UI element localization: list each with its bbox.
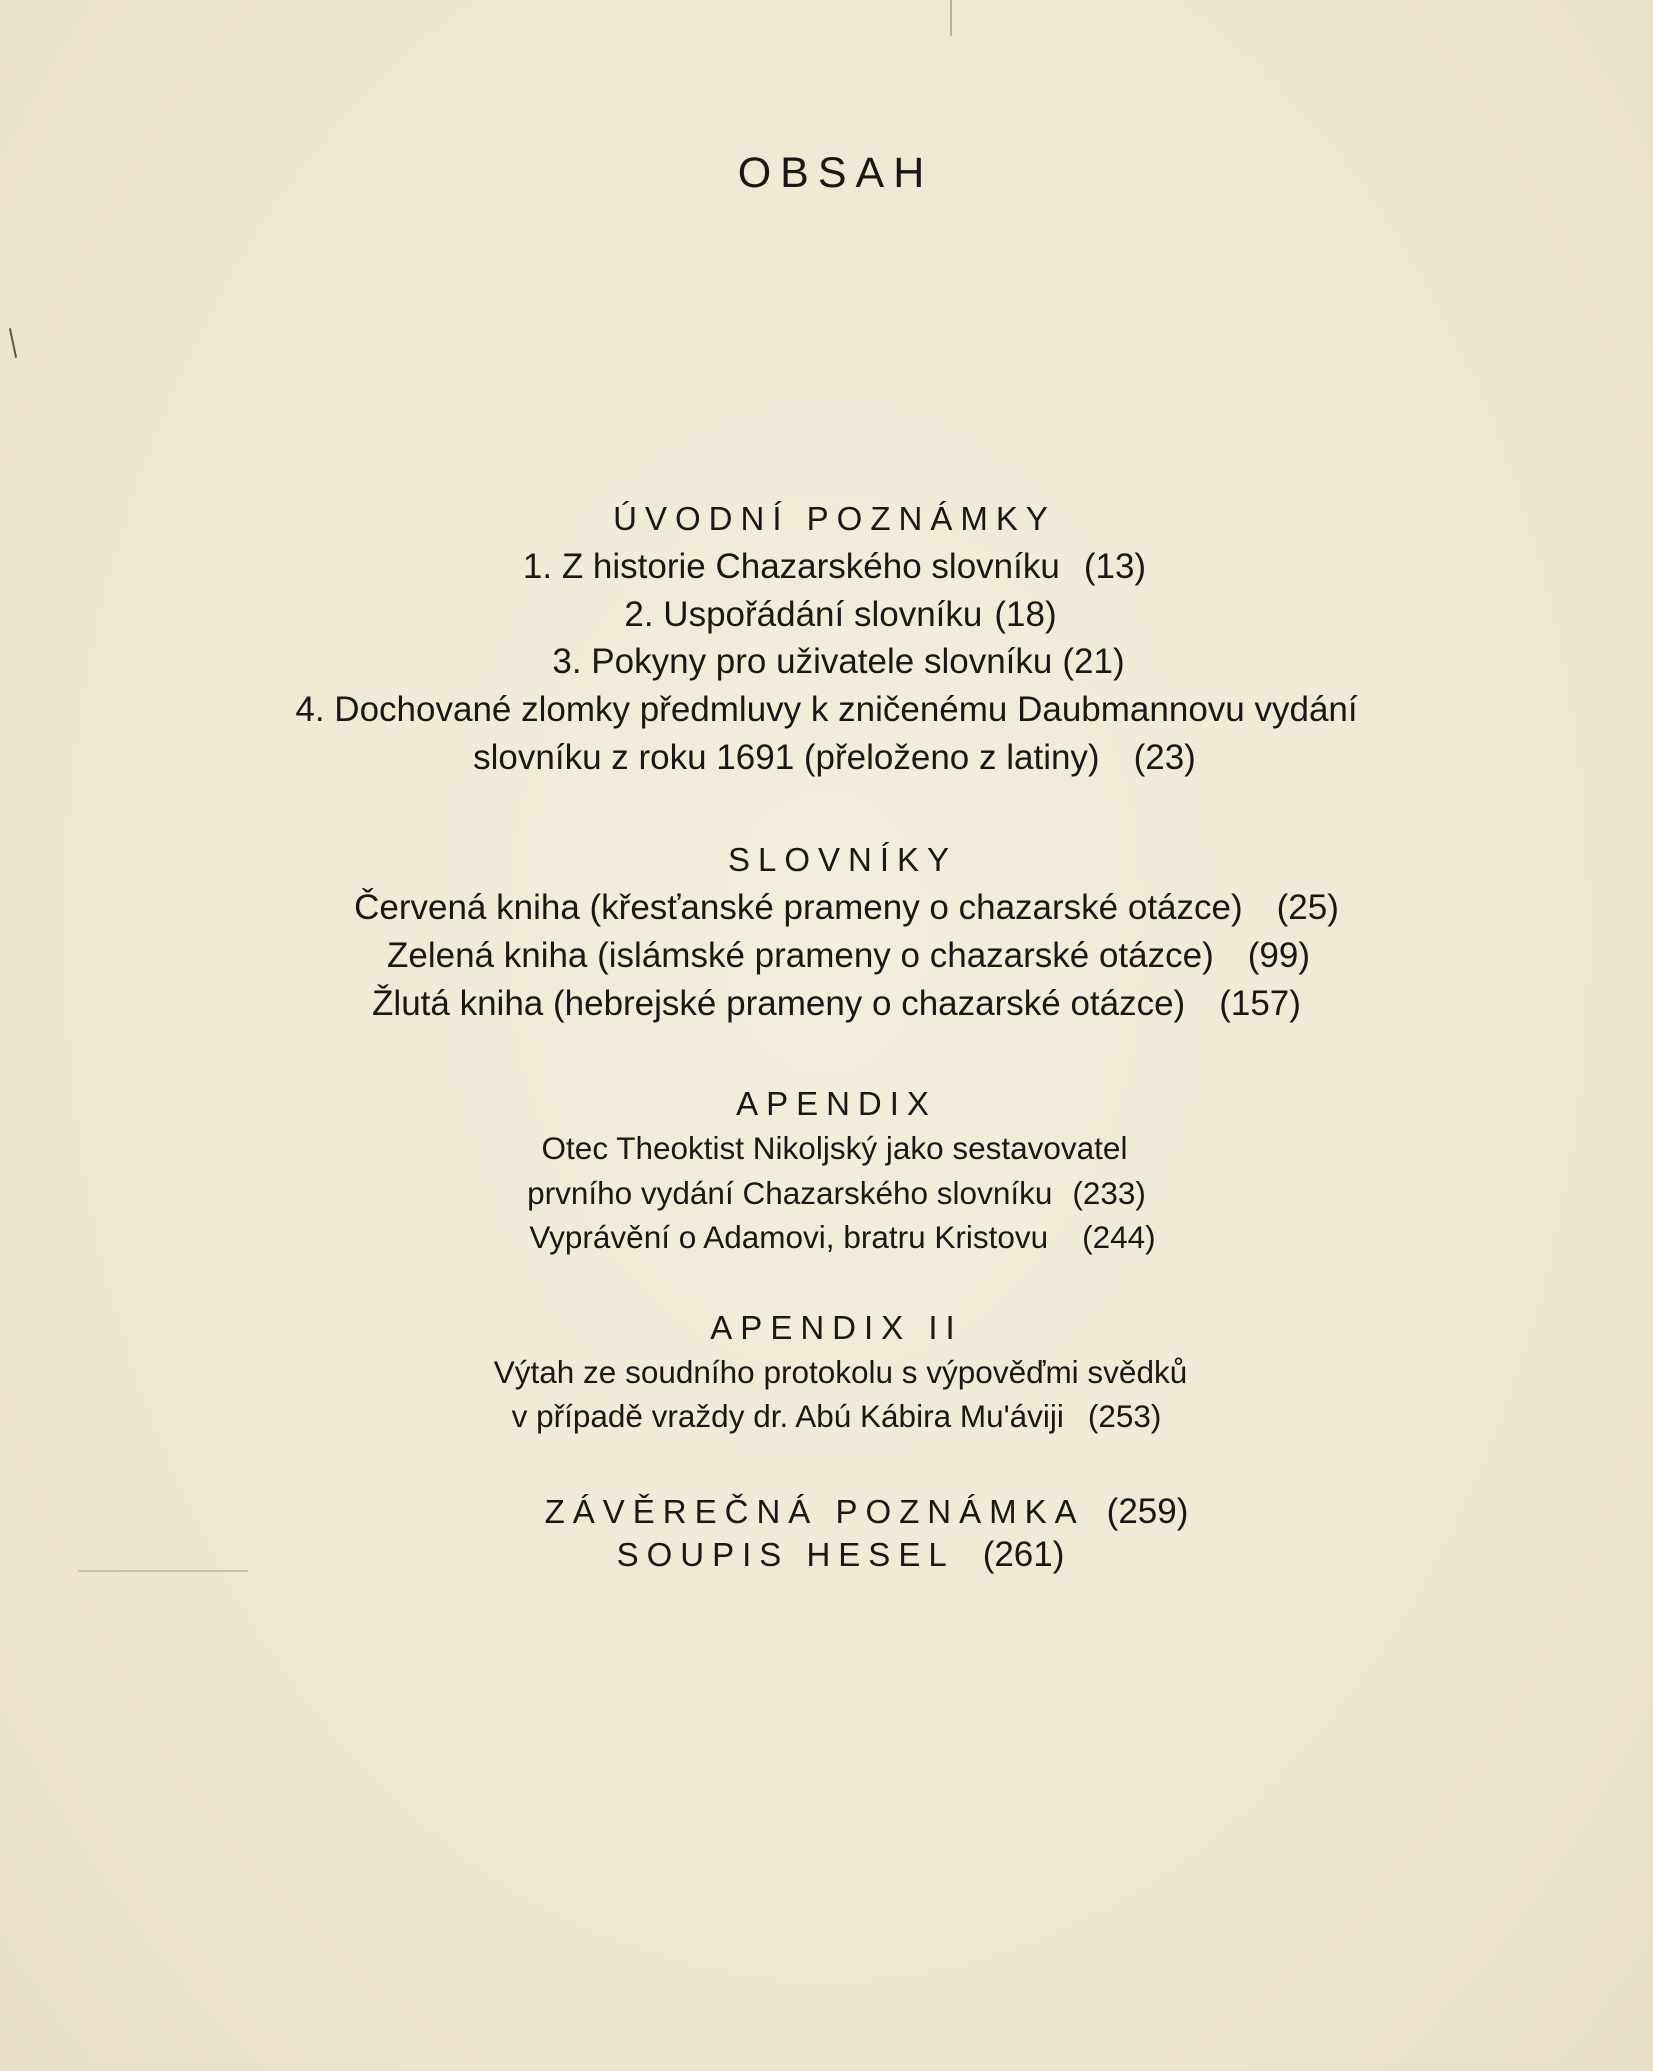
toc-entry-text: 4. Dochované zlomky předmluvy k zničenému Daubmannovu vydání: [295, 690, 1358, 729]
toc-entry-zaverecna-poznamka: [0, 1494, 1653, 1529]
toc-entry-page: (157): [1219, 984, 1301, 1023]
section-heading-soupis: SOUPIS HESEL: [616, 1536, 955, 1573]
toc-entry: [0, 644, 1653, 679]
section-heading-apendix-2: APENDIX II: [710, 1309, 963, 1346]
section-heading-slovniky: SLOVNÍKY: [727, 841, 958, 878]
toc-entry: [0, 1130, 1653, 1166]
toc-entry-text: Výtah ze soudního protokolu s výpověďmi svědků: [493, 1354, 1188, 1390]
page-title: OBSAH: [737, 149, 934, 197]
toc-entry-text: slovníku z roku 1691 (přeloženo z latiny): [473, 738, 1100, 777]
toc-entry: [0, 938, 1653, 973]
section-heading-uvod: ÚVODNÍ POZNÁMKY: [613, 500, 1056, 537]
toc-entry-page: (244): [1082, 1219, 1156, 1255]
toc-entry: [0, 740, 1653, 775]
toc-entry-page: (99): [1247, 936, 1310, 975]
footnote-divider: [78, 1570, 248, 1572]
toc-entry-page: (13): [1083, 547, 1147, 586]
toc-entry-page: (253): [1087, 1398, 1162, 1434]
toc-entry: [0, 692, 1653, 727]
toc-entry-text: Otec Theoktist Nikoljský jako sestavovatel: [541, 1130, 1128, 1166]
toc-entry-text: 3. Pokyny pro uživatele slovníku: [552, 642, 1053, 681]
toc-entry-text: Žlutá kniha (hebrejské prameny o chazarské otázce): [372, 984, 1186, 1023]
section-heading-apendix: APENDIX: [736, 1085, 937, 1122]
toc-entry: [0, 597, 1653, 632]
toc-entry: [0, 1219, 1653, 1255]
toc-entry-page: (25): [1276, 888, 1339, 927]
toc-entry-text: Vyprávění o Adamovi, bratru Kristovu: [529, 1219, 1049, 1255]
toc-entry-text: 2. Uspořádání slovníku: [624, 595, 983, 634]
toc-entry-text: Zelená kniha (islámské prameny o chazarské otázce): [386, 936, 1214, 975]
toc-entry: [0, 1398, 1653, 1434]
toc-entry-text: Červená kniha (křesťanské prameny o chazarské otázce): [354, 888, 1243, 927]
page-edge-line: [950, 0, 952, 36]
toc-entry-text: v případě vraždy dr. Abú Kábira Mu'áviji: [511, 1398, 1064, 1434]
toc-entry-text: prvního vydání Chazarského slovníku: [527, 1175, 1053, 1211]
toc-entry: [0, 1175, 1653, 1211]
toc-entry: [0, 986, 1653, 1021]
toc-entry-page: (21): [1062, 642, 1125, 681]
toc-entry-page: (261): [982, 1535, 1065, 1574]
section-heading-zaver: ZÁVĚREČNÁ POZNÁMKA: [544, 1493, 1085, 1530]
toc-entry-page: (233): [1072, 1175, 1146, 1211]
toc-entry-page: (259): [1106, 1492, 1189, 1531]
page-edge-mark: [9, 328, 17, 358]
toc-entry: [0, 1354, 1653, 1390]
toc-entry-soupis-hesel: [0, 1537, 1653, 1572]
toc-entry-text: 1. Z historie Chazarského slovníku: [522, 547, 1060, 586]
toc-entry: [0, 890, 1653, 925]
toc-entry-page: (18): [994, 595, 1057, 634]
toc-entry: [0, 549, 1653, 584]
toc-entry-page: (23): [1133, 738, 1196, 777]
